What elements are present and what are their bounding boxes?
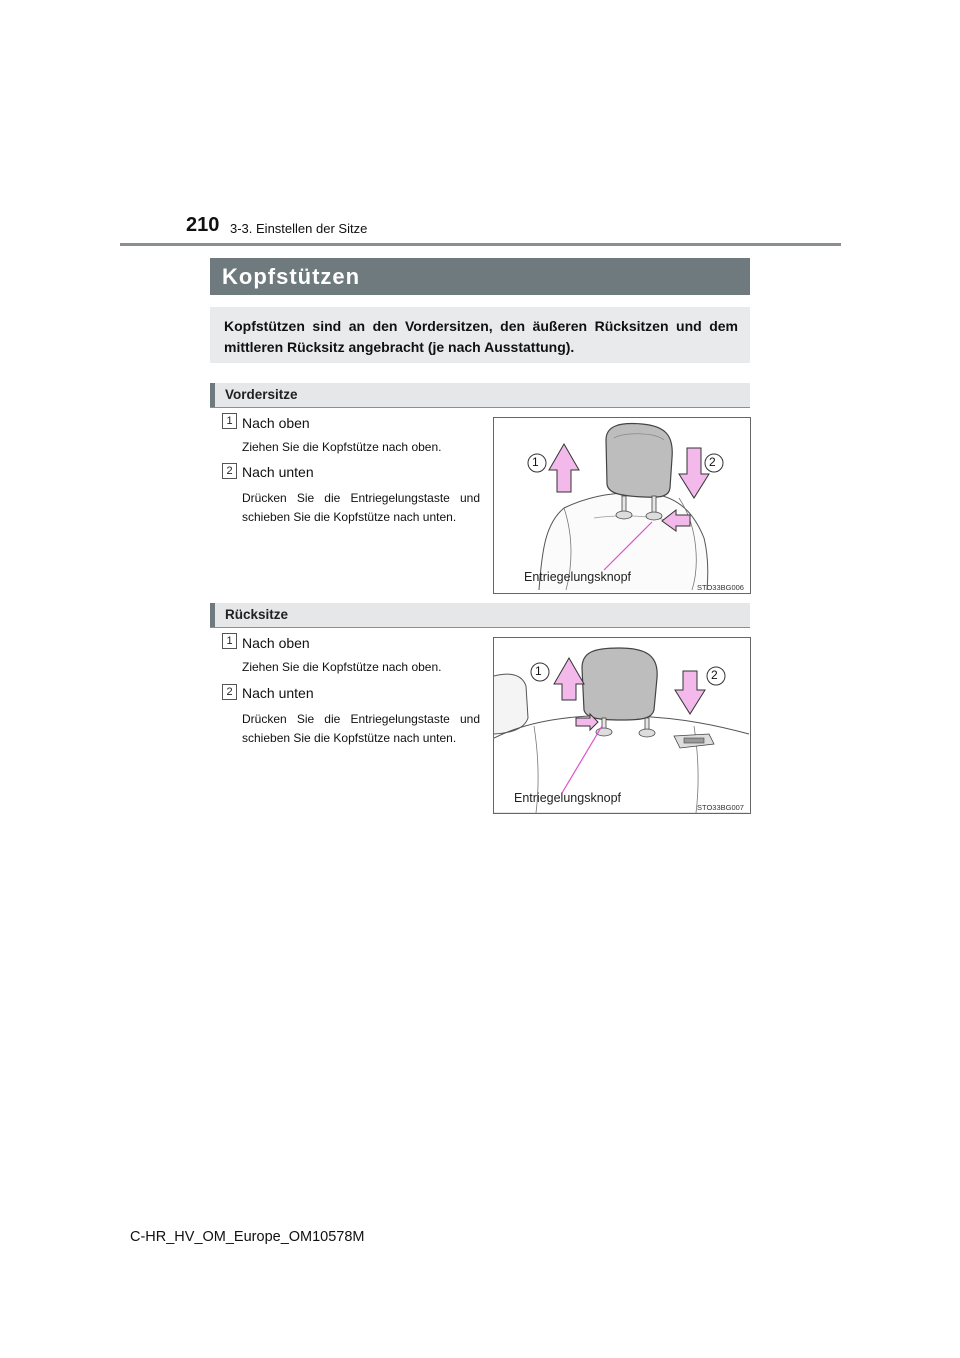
figure-code: STO33BG006	[697, 583, 744, 592]
release-button-label: Entriegelungsknopf	[514, 791, 622, 805]
heading-bar	[210, 383, 215, 407]
page-number: 210	[186, 214, 220, 236]
intro-text: Kopfstützen sind an den Vordersitzen, den äußeren Rücksitzen und dem mittleren Rücksitz angebracht (je nach Ausstattung).	[224, 318, 738, 355]
page-title: Kopfstützen	[222, 264, 361, 289]
step-number-2: 2	[222, 463, 237, 479]
callout-2: 2	[709, 455, 716, 469]
step-title-up: Nach oben	[242, 415, 310, 431]
step-desc-up: Ziehen Sie die Kopfstütze nach oben.	[242, 440, 442, 454]
section-title: 3-3. Einstellen der Sitze	[230, 221, 368, 236]
callout-1: 1	[532, 455, 539, 469]
heading-bar	[210, 603, 215, 627]
figure-code: STO33BG007	[697, 803, 744, 812]
rear-seats-heading-label: Rücksitze	[225, 607, 289, 622]
step-desc-up: Ziehen Sie die Kopfstütze nach oben.	[242, 660, 442, 674]
rear-headrest-illustration	[494, 638, 750, 813]
step-number-2: 2	[222, 684, 237, 700]
step-title-down: Nach unten	[242, 464, 314, 480]
release-button-label: Entriegelungsknopf	[524, 570, 632, 584]
front-seats-heading-label: Vordersitze	[225, 387, 298, 402]
front-headrest-illustration	[494, 418, 750, 593]
front-seats-heading	[210, 383, 750, 408]
callout-1: 1	[535, 664, 542, 678]
step-number-1: 1	[222, 633, 237, 649]
title-band	[210, 258, 750, 295]
callout-2: 2	[711, 668, 718, 682]
step-title-up: Nach oben	[242, 635, 310, 651]
document-code-footer: C-HR_HV_OM_Europe_OM10578M	[130, 1229, 365, 1245]
front-headrest-figure	[493, 417, 751, 594]
intro-box	[210, 307, 750, 363]
step-desc-down: Drücken Sie die Entriegelungstaste und schieben Sie die Kopfstütze nach unten.	[242, 491, 480, 524]
step-number-1: 1	[222, 413, 237, 429]
step-title-down: Nach unten	[242, 685, 314, 701]
rear-headrest-figure	[493, 637, 751, 814]
step-desc-down: Drücken Sie die Entriegelungstaste und schieben Sie die Kopfstütze nach unten.	[242, 712, 480, 745]
rear-seats-heading	[210, 603, 750, 628]
header-divider	[120, 243, 841, 246]
